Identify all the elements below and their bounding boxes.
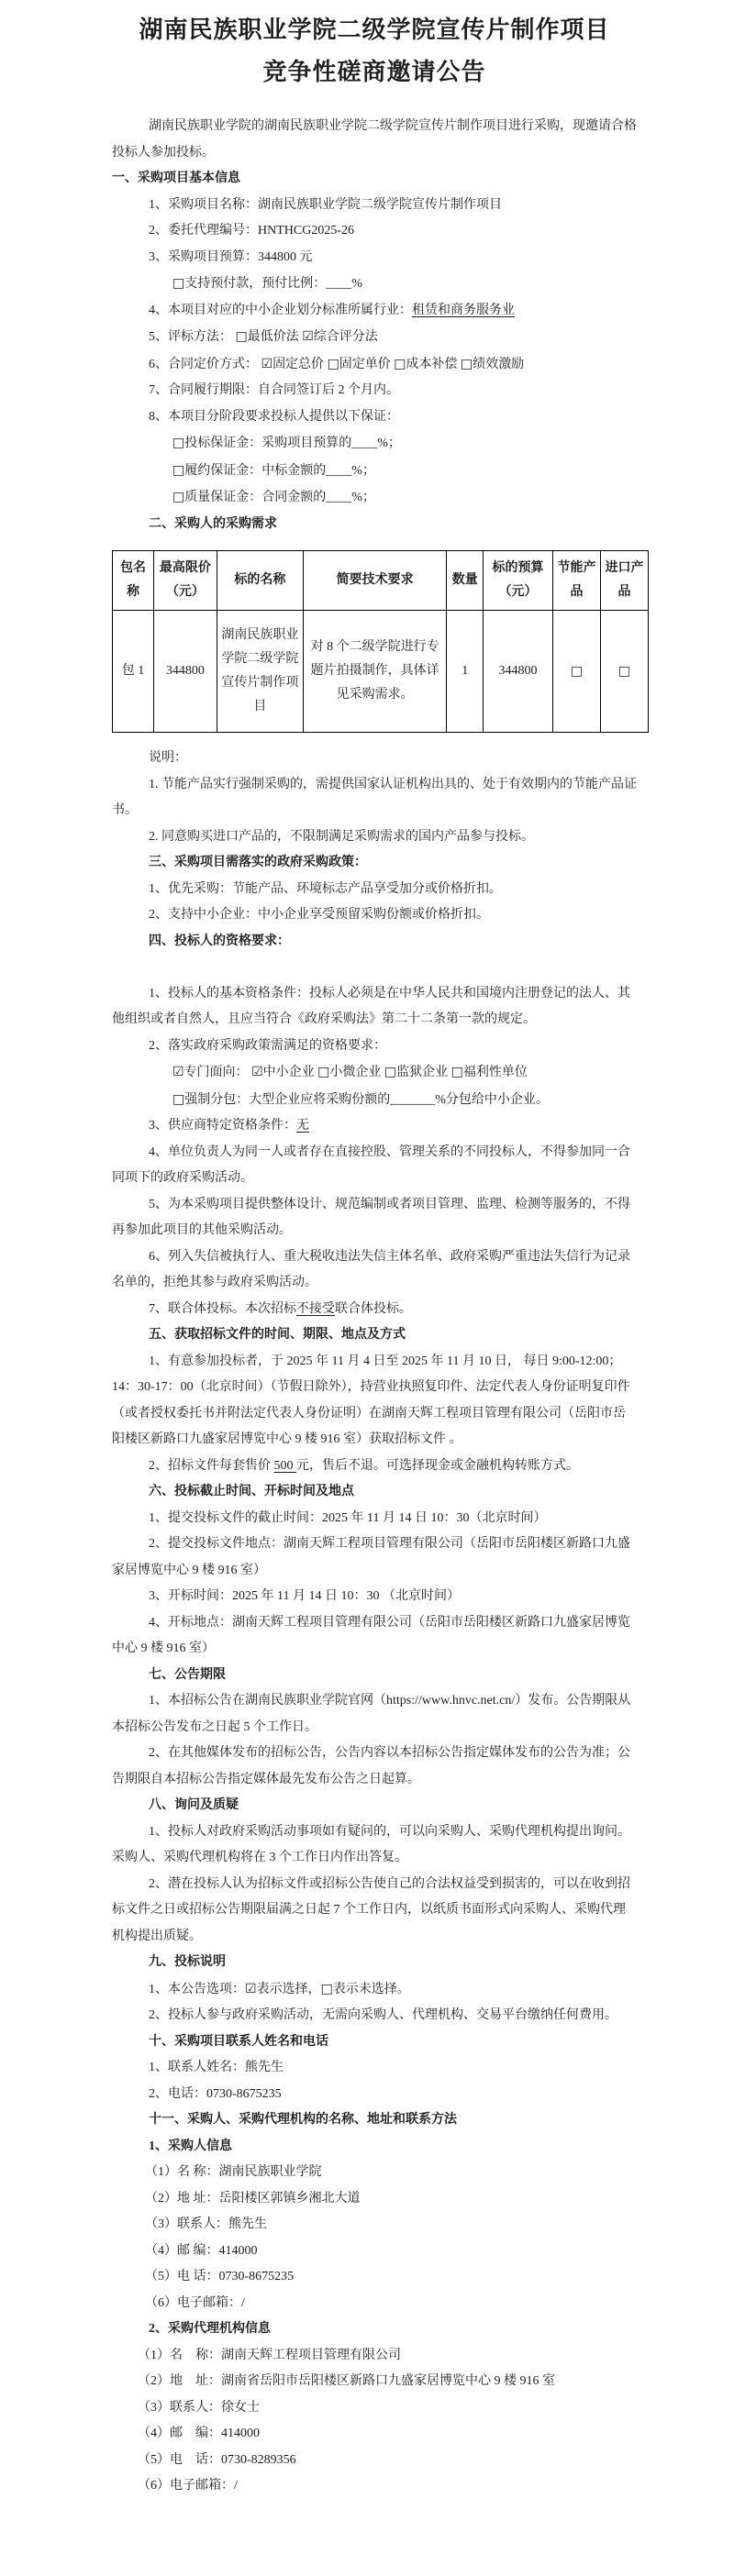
contact-line: [112, 2448, 637, 2474]
list-item: [112, 1454, 637, 1480]
text-run: [112, 960, 116, 974]
table-row: [113, 611, 649, 733]
list-item: [112, 902, 637, 929]
list-item: [112, 1140, 637, 1192]
table-header-row: [113, 551, 649, 611]
text-run: 2、支持中小企业：中小企业享受预留采购份额或价格折扣。: [149, 908, 489, 922]
checkbox-unchecked-icon: □: [450, 1065, 463, 1079]
text-run: 2、潜在投标人认为招标文件或招标公告使自己的合法权益受到损害的，可以在收到招标文件之日或招标公告期限届满之日起 7 个工作日内，以纸质书面形式向采购人、采购代理机构提出质疑。: [112, 1876, 630, 1943]
list-item: [112, 193, 637, 219]
text-run: 2、落实政府采购政策需满足的资格要求：: [149, 1038, 386, 1053]
text-run: 履约保证金：中标金额的____%；: [184, 463, 375, 478]
contact-line: [112, 2343, 637, 2370]
text-run: （4）邮 编：414000: [145, 2243, 258, 2258]
section-heading: [112, 1479, 637, 1506]
text-run: 固定总价: [272, 357, 328, 371]
text-run: 中小企业: [262, 1066, 318, 1079]
checkbox-checked-icon: ☑: [302, 329, 314, 344]
text-run: 6、列入失信被执行人、重大税收违法失信主体名单、政府采购严重违法失信行为记录名单的，拒绝其参与政府采购活动。: [112, 1249, 630, 1289]
checkbox-unchecked-icon: □: [172, 1091, 185, 1107]
list-item: [112, 1506, 637, 1532]
text-run: 2、委托代理编号：HNTHCG2025-26: [149, 224, 354, 238]
text-run: 8、本项目分阶段要求投标人提供以下保证：: [149, 409, 399, 424]
text-run: 2、在其他媒体发布的招标公告，公告内容以本招标公告指定媒体发布的公告为准；公告期限自本招标公告指定媒体最先发布公告之日起算。: [112, 1746, 630, 1786]
checkbox-unchecked-icon: □: [172, 462, 185, 478]
section-heading: [112, 2029, 637, 2056]
section-heading: [112, 2316, 637, 2343]
checkbox-unchecked-icon: □: [172, 436, 185, 450]
table-cell: 对 8 个二级学院进行专题片拍摄制作，具体详见采购需求。: [303, 611, 447, 733]
intro-paragraph: [112, 114, 637, 166]
list-item: [112, 1297, 637, 1323]
text-run: 2、采购代理机构信息: [149, 2322, 271, 2336]
section-heading: [112, 2107, 637, 2134]
text-run: 3、采购项目预算：344800 元: [149, 249, 313, 264]
text-run: 专门面向：: [184, 1066, 252, 1079]
checkbox-checked-icon: ☑: [245, 1981, 257, 1996]
text-run: 1、本招标公告在湖南民族职业学院官网（https://www.hnvc.net.cn/）发布。公告期限从本招标公告发布之日起 5 个工作日。: [112, 1694, 631, 1734]
text-run: 五、获取招标文件的时间、期限、地点及方式: [149, 1328, 406, 1342]
text-run: 说明：: [149, 751, 187, 765]
checkbox-line: [112, 484, 637, 512]
text-run: 支持预付款，预付比例：____%: [184, 277, 362, 291]
text-run: 500: [273, 1458, 296, 1473]
list-item: [112, 746, 637, 772]
section-heading: [112, 166, 637, 193]
document-body: [112, 114, 644, 2500]
text-run: 1、提交投标文件的截止时间：2025 年 11 月 14 日 10：30（北京时间）: [149, 1510, 547, 1525]
text-run: 5、评标方法：: [149, 330, 236, 344]
text-run: 5、为本采购项目提供整体设计、规范编制或者项目管理、监理、检测等服务的，不得再参加此项目的其他采购活动。: [112, 1197, 630, 1237]
checkbox-unchecked-icon: □: [320, 1981, 333, 1996]
section-heading: [112, 512, 637, 538]
checkbox-line: [112, 1087, 637, 1114]
table-cell: 湖南民族职业学院二级学院宣传片制作项目: [217, 611, 303, 733]
text-run: （3）联系人：熊先生: [145, 2217, 267, 2231]
checkbox-checked-icon: ☑: [172, 1065, 184, 1079]
table-header-cell: 包名称: [113, 551, 154, 611]
text-run: 6、合同定价方式：: [149, 357, 261, 371]
requirements-table: [112, 550, 649, 733]
text-run: 四、投标人的资格要求：: [149, 934, 290, 948]
text-run: 八、询问及质疑: [149, 1798, 239, 1812]
checkbox-unchecked-icon: □: [600, 611, 648, 733]
list-item: [112, 2055, 637, 2082]
text-run: 成本补偿: [406, 357, 462, 371]
text-run: 元，售后不退。可选择现金或金融机构转账方式。: [296, 1458, 579, 1473]
list-item: [112, 1584, 637, 1610]
text-run: 1、有意参加投标者，于 2025 年 11 月 4 日至 2025 年 11 月 10 日， 每日 9:00-12:00；14：30-17：00（北京时间）（节假日除外），持营业执照复印件、法定代表人身份证明复印件（或者授权委托书并附法定代表人身份证明）在湖南天辉工程项目管理有限公司（岳阳市岳阳楼区新路口九盛家居博览中心 9 楼 916 室）获取招标文件 。: [112, 1354, 630, 1446]
text-run: 1、投标人的基本资格条件：投标人必须是在中华人民共和国境内注册登记的法人、其他组织或者自然人，且应当符合《政府采购法》第二十二条第一款的规定。: [112, 986, 630, 1026]
checkbox-line: [112, 458, 637, 485]
text-run: 强制分包：大型企业应将采购份额的_______%分包给中小企业。: [184, 1092, 549, 1107]
text-run: （4）邮 编：414000: [138, 2427, 260, 2440]
text-run: 表示选择，: [256, 1982, 321, 1996]
checkbox-unchecked-icon: □: [172, 276, 185, 291]
contact-line: [112, 2264, 637, 2291]
list-item: [112, 1113, 637, 1140]
checkbox-checked-icon: ☑: [251, 1065, 263, 1079]
text-run: 十一、采购人、采购代理机构的名称、地址和联系方法: [149, 2113, 457, 2127]
text-run: 租赁和商务服务业: [412, 303, 515, 317]
text-run: 1、联系人姓名：熊先生: [149, 2061, 284, 2074]
checkbox-unchecked-icon: □: [553, 611, 601, 733]
table-header-cell: 标的名称: [217, 551, 303, 611]
text-run: （2）地 址：湖南省岳阳市岳阳楼区新路口九盛家居博览中心 9 楼 916 室: [138, 2374, 555, 2388]
text-run: 投标保证金：采购项目预算的____%；: [184, 437, 401, 450]
text-run: 质量保证金：合同金额的____%；: [184, 491, 375, 504]
list-item: [112, 1244, 637, 1297]
contact-line: [112, 2186, 637, 2213]
list-item: [112, 1688, 637, 1741]
list-item: [112, 378, 637, 404]
list-item: [112, 1976, 637, 2004]
contact-line: [112, 2369, 637, 2395]
text-run: 1、本公告选项：: [149, 1982, 245, 1996]
text-run: （2）地 址：岳阳楼区郭镇乡湘北大道: [145, 2191, 361, 2206]
spacer: [112, 955, 637, 981]
text-run: （1）名 称：湖南天辉工程项目管理有限公司: [138, 2348, 401, 2362]
checkbox-line: [112, 1059, 637, 1087]
checkbox-unchecked-icon: □: [394, 356, 406, 371]
text-run: 2、投标人参与政府采购活动，无需向采购人、代理机构、交易平台缴纳任何费用。: [149, 2008, 617, 2022]
doc-title: 湖南民族职业学院二级学院宣传片制作项目: [139, 17, 610, 43]
text-run: 7、合同履行期限：自合同签订后 2 个月内。: [149, 383, 399, 397]
checkbox-unchecked-icon: □: [461, 356, 473, 371]
table-header-cell: 进口产品: [600, 551, 648, 611]
text-run: 六、投标截止时间、开标时间及地点: [149, 1485, 354, 1498]
text-run: 1、优先采购：节能产品、环境标志产品享受加分或价格折扣。: [149, 881, 502, 896]
contact-line: [112, 2291, 637, 2317]
text-run: 1、采购人信息: [149, 2139, 232, 2153]
list-item: [112, 1034, 637, 1060]
section-heading: [112, 1793, 637, 1819]
text-run: 4、本项目对应的中小企业划分标准所属行业：: [149, 303, 412, 317]
list-item: [112, 1192, 637, 1244]
text-run: 综合评分法: [313, 330, 378, 344]
text-run: 湖南民族职业学院的湖南民族职业学院二级学院宣传片制作项目进行采购，现邀请合格投标人参加投标。: [112, 119, 637, 160]
list-item: [112, 1349, 637, 1454]
text-run: （6）电子邮箱：/: [138, 2479, 238, 2493]
text-run: 七、公告期限: [149, 1667, 226, 1682]
checkbox-line: [112, 271, 637, 298]
text-run: 最低价法: [247, 330, 303, 344]
text-run: （6）电子邮箱：/: [145, 2295, 245, 2310]
text-run: 联合体投标。: [335, 1301, 412, 1316]
text-run: （3）联系人：徐女士: [138, 2400, 260, 2415]
contact-line: [112, 2473, 637, 2500]
text-run: （1）名 称：湖南民族职业学院: [145, 2165, 322, 2179]
contact-line: [112, 2395, 637, 2422]
list-item: [112, 298, 637, 325]
list-item: [112, 1872, 637, 1951]
list-item: [112, 824, 637, 851]
text-run: 表示未选择。: [332, 1982, 410, 1996]
list-item: [112, 245, 637, 271]
checkbox-unchecked-icon: □: [327, 356, 339, 371]
list-item: [112, 1819, 637, 1872]
checkbox-unchecked-icon: □: [384, 1065, 397, 1079]
table-cell: 1: [447, 611, 484, 733]
text-run: 绩效激励: [473, 357, 525, 371]
table-cell: 包 1: [113, 611, 154, 733]
checkbox-unchecked-icon: □: [317, 1065, 330, 1079]
list-item: [112, 351, 637, 379]
section-heading: [112, 2134, 637, 2161]
text-run: 十、采购项目联系人姓名和电话: [149, 2034, 328, 2049]
text-run: 7、联合体投标。本次招标: [149, 1301, 296, 1316]
text-run: 3、开标时间：2025 年 11 月 14 日 10：30 （北京时间）: [149, 1589, 460, 1603]
text-run: 福利性单位: [462, 1066, 528, 1079]
list-item: [112, 772, 637, 824]
table-header-cell: 数量: [447, 551, 484, 611]
table-header-cell: 简要技术要求: [303, 551, 447, 611]
text-run: 小微企业: [329, 1066, 384, 1079]
text-run: （5）电 话：0730-8675235: [145, 2270, 295, 2283]
list-item: [112, 981, 637, 1034]
text-run: 固定单价: [339, 357, 395, 371]
list-item: [112, 877, 637, 903]
list-item: [112, 1610, 637, 1663]
text-run: 三、采购项目需落实的政府采购政策：: [149, 856, 367, 869]
table-cell: 344800: [484, 611, 553, 733]
text-run: （5）电 话：0730-8289356: [138, 2452, 296, 2467]
list-item: [112, 1741, 637, 1793]
text-run: 1. 节能产品实行强制采购的，需提供国家认证机构出具的、处于有效期内的节能产品证书。: [112, 777, 637, 817]
text-run: 4、单位负责人为同一人或者存在直接控股、管理关系的不同投标人，不得参加同一合同项下的政府采购活动。: [112, 1144, 630, 1185]
text-run: 2、电话：0730-8675235: [149, 2086, 282, 2101]
contact-line: [112, 2160, 637, 2186]
contact-line: [112, 2239, 637, 2265]
list-item: [112, 2003, 637, 2029]
text-run: 九、投标说明: [149, 1955, 226, 1969]
table-cell: 344800: [153, 611, 217, 733]
list-item: [112, 2082, 637, 2108]
contact-line: [112, 2212, 637, 2239]
table-header-cell: 节能产品: [553, 551, 601, 611]
section-heading: [112, 1950, 637, 1976]
checkbox-unchecked-icon: □: [235, 329, 248, 344]
section-heading: [112, 929, 637, 956]
text-run: 2、提交投标文件地点：湖南天辉工程项目管理有限公司（岳阳市岳阳楼区新路口九盛家居博览中心 9 楼 916 室）: [112, 1537, 630, 1577]
table-header-cell: 标的预算（元）: [484, 551, 553, 611]
text-run: 无: [296, 1119, 309, 1133]
checkbox-checked-icon: ☑: [261, 356, 273, 371]
text-run: 2. 同意购买进口产品的，不限制满足采购需求的国内产品参与投标。: [149, 829, 534, 844]
text-run: 2、招标文件每套售价: [149, 1458, 274, 1473]
section-heading: [112, 1322, 637, 1349]
list-item: [112, 218, 637, 245]
text-run: 二、采购人的采购需求: [149, 516, 277, 531]
doc-subtitle: 竞争性磋商邀请公告: [262, 59, 486, 85]
checkbox-line: [112, 430, 637, 458]
section-heading: [112, 1663, 637, 1689]
list-item: [112, 404, 637, 431]
section-heading: [112, 850, 637, 877]
list-item: [112, 324, 637, 351]
text-run: 一、采购项目基本信息: [112, 171, 240, 185]
text-run: 4、开标地点：湖南天辉工程项目管理有限公司（岳阳市岳阳楼区新路口九盛家居博览中心 9 楼 916 室）: [112, 1615, 630, 1655]
checkbox-unchecked-icon: □: [172, 490, 185, 504]
text-run: 监狱企业: [396, 1066, 451, 1079]
table-header-cell: 最高限价（元）: [153, 551, 217, 611]
text-run: 1、投标人对政府采购活动事项如有疑问的，可以向采购人、采购代理机构提出询问。采购人、采购代理机构将在 3 个工作日内作出答复。: [112, 1824, 630, 1864]
text-run: 不接受: [296, 1301, 335, 1316]
contact-line: [112, 2421, 637, 2448]
list-item: [112, 1531, 637, 1584]
text-run: 1、采购项目名称：湖南民族职业学院二级学院宣传片制作项目: [149, 197, 502, 212]
text-run: 3、供应商特定资格条件：: [149, 1119, 296, 1133]
